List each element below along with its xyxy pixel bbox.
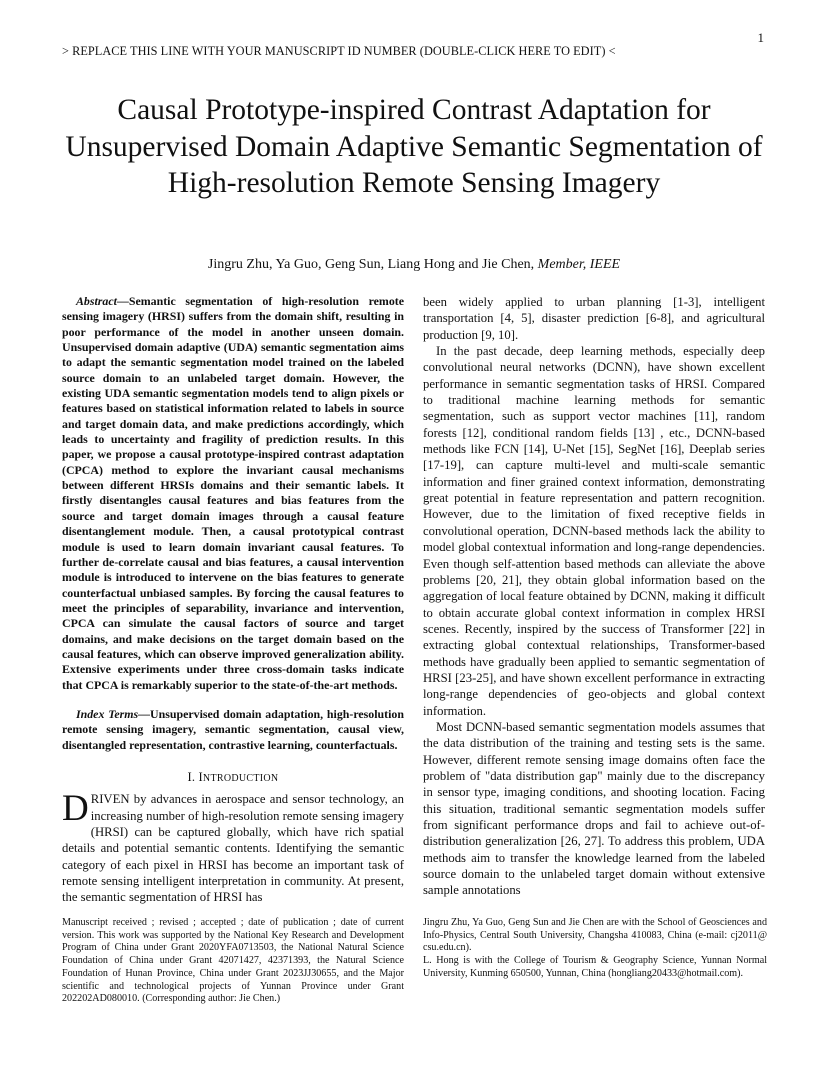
intro-paragraph-1-continued: been widely applied to urban planning [1-3], intelligent transportation [4, 5], disaster prediction [6-8], and agricultural production [9, 10]. <box>423 295 765 342</box>
affiliation-footnote-2: L. Hong is with the College of Tourism & Geography Science, Yunnan Normal University, Kunming 650500, Yunnan, China (hongliang20433@hotmail.com). <box>423 955 767 979</box>
affiliation-footnote-1: Jingru Zhu, Ya Guo, Geng Sun and Jie Chen are with the School of Geosciences and Info-Physics, Central South University, Changsha 410083, China (e-mail: cj2011@ csu.edu.cn). <box>423 917 767 954</box>
drop-cap-word: RIVEN <box>90 792 130 807</box>
section-name: NTRODUCTION <box>202 772 279 784</box>
paper-title: Causal Prototype-inspired Contrast Adaptation for Unsupervised Domain Adaptive Semantic Segmentation of High-resolution Remote Sensing Imagery <box>65 94 763 199</box>
author-names: Jingru Zhu, Ya Guo, Geng Sun, Liang Hong and Jie Chen, <box>207 257 535 272</box>
index-terms <box>62 707 404 753</box>
abstract-label: Abstract— <box>76 294 129 308</box>
intro-paragraph-2: In the past decade, deep learning methods, especially deep convolutional neural networks (DCNN), have shown excellent performance in semantic segmentation tasks of HRSI. Compared to traditional machine learning methods for semantic segmentation, such as support vector machines [11], random forests [12], conditional random fields [13] , etc., DCNN-based methods like FCN [14], U-Net [15], SegNet [16], Deeplab series [17-19], can capture multi-level and multi-scale semantic information and finer grained context information, demonstrating great potential in feature representation and pattern recognition. However, due to the limitation of fixed receptive fields in convolutional operation, DCNN-based methods lack the ability to model global contextual information and long-range dependencies. Even though self-attention based methods can alleviate the above problems [20, 21], they obtain global information based on the aggregation of local feature obtained by DCNN, making it difficult to obtain accurate global context information in complex HRSI scenes. Recently, inspired by the success of Transformer [22] in extracting global contextual relationships, Transformer-based methods have gradually been applied to semantic segmentation of HRSI [23-25], and have shown excellent performance in extracting long-range dependencies of geo-objects and global context information. <box>423 344 765 718</box>
intro-paragraph-1 <box>62 788 404 905</box>
page-number: 1 <box>757 30 764 45</box>
author-line <box>0 257 828 273</box>
funding-footnote <box>62 917 404 1006</box>
right-column <box>423 294 765 899</box>
intro-paragraph-1-text: by advances in aerospace and sensor technology, an increasing number of high-resolution remote sensing imagery (HRSI) can be captured globally, which have rich spatial details and potential semantic contents. Identifying the semantic category of each pixel in HRSI has become an important task of remote sensing intelligent interpretation in community. At present, the semantic segmentation of HRSI has <box>62 792 404 905</box>
index-terms-label: Index Terms— <box>76 706 151 721</box>
intro-paragraph-3: Most DCNN-based semantic segmentation models assumes that the data distribution of the training and testing sets is the same. However, different remote sensing image domains often face the problem of "data distribution gap" mainly due to the discrepancy in sensor type, imaging conditions, and shooting location. Facing this situation, traditional semantic segmentation models suffer from significant performance drops and fail to achieve out-of-distribution generalization [26, 27]. To address this problem, UDA methods aim to transfer the knowledge learned from the labeled source domain to the unlabeled target domain without extensive sample annotations <box>423 719 765 898</box>
manuscript-id-placeholder[interactable]: > REPLACE THIS LINE WITH YOUR MANUSCRIPT ID NUMBER (DOUBLE-CLICK HERE TO EDIT) < <box>62 44 616 58</box>
abstract-text: Semantic segmentation of high-resolution remote sensing imagery (HRSI) suffers from the domain shift, resulting in poor performance of the model in another unseen domain. Unsupervised domain adaptive (UDA) semantic segmentation aims to adapt the semantic segmentation model trained on the labeled source domain to an unlabeled target domain. However, the existing UDA semantic segmentation models tend to align pixels or features based on statistical information related to labels in source and target domain data, and make predictions accordingly, which leads to uncertainty and fragility of prediction results. In this paper, we propose a causal prototype-inspired contrast adaptation (CPCA) method to explore the invariant causal mechanisms between different HRSIs domains and their semantic labels. It firstly disentangles causal features and bias features from the source and target domain images through a causal feature disentanglement module. Then, a causal prototypical contrast module is used to learn domain invariant causal features. To further de-correlate causal and bias features, a causal intervention module is introduced to intervene on the bias features to generate counterfactual unbiased samples. By forcing the causal features to meet the principles of separability, invariance and intervention, CPCA can simulate the causal factors of source and target domains, and make decisions on the target domain based on the causal features, which can observe improved generalization ability. Extensive experiments under three cross-domain tasks indicate that CPCA is remarkably superior to the state-of-the-art methods. <box>62 294 404 692</box>
section-heading-introduction <box>62 769 404 787</box>
index-terms-text: Unsupervised domain adaptation, high-resolution remote sensing imagery, semantic segmentation, causal view, disentangled representation, contrastive learning, counterfactuals. <box>62 706 404 752</box>
author-membership: Member, IEEE <box>537 257 621 272</box>
left-column <box>62 294 404 906</box>
section-number: I. I <box>187 769 203 784</box>
drop-cap: D <box>62 788 89 830</box>
abstract <box>62 294 404 693</box>
affiliation-footnote <box>423 917 767 981</box>
funding-footnote-text: Manuscript received ; revised ; accepted ; date of publication ; date of current version. This work was supported by the National Key Research and Development Program of China under Grant 2020YFA0713503, the National Natural Science Foundation of China under Grant 42071427, 42371393, the Natural Science Foundation of Hunan Province, China under Grant 2023JJ30655, and the Major scientific and technological projects of Yunnan Province under Grant 202202AD080010. (Corresponding author: Jie Chen.) <box>62 917 404 1005</box>
